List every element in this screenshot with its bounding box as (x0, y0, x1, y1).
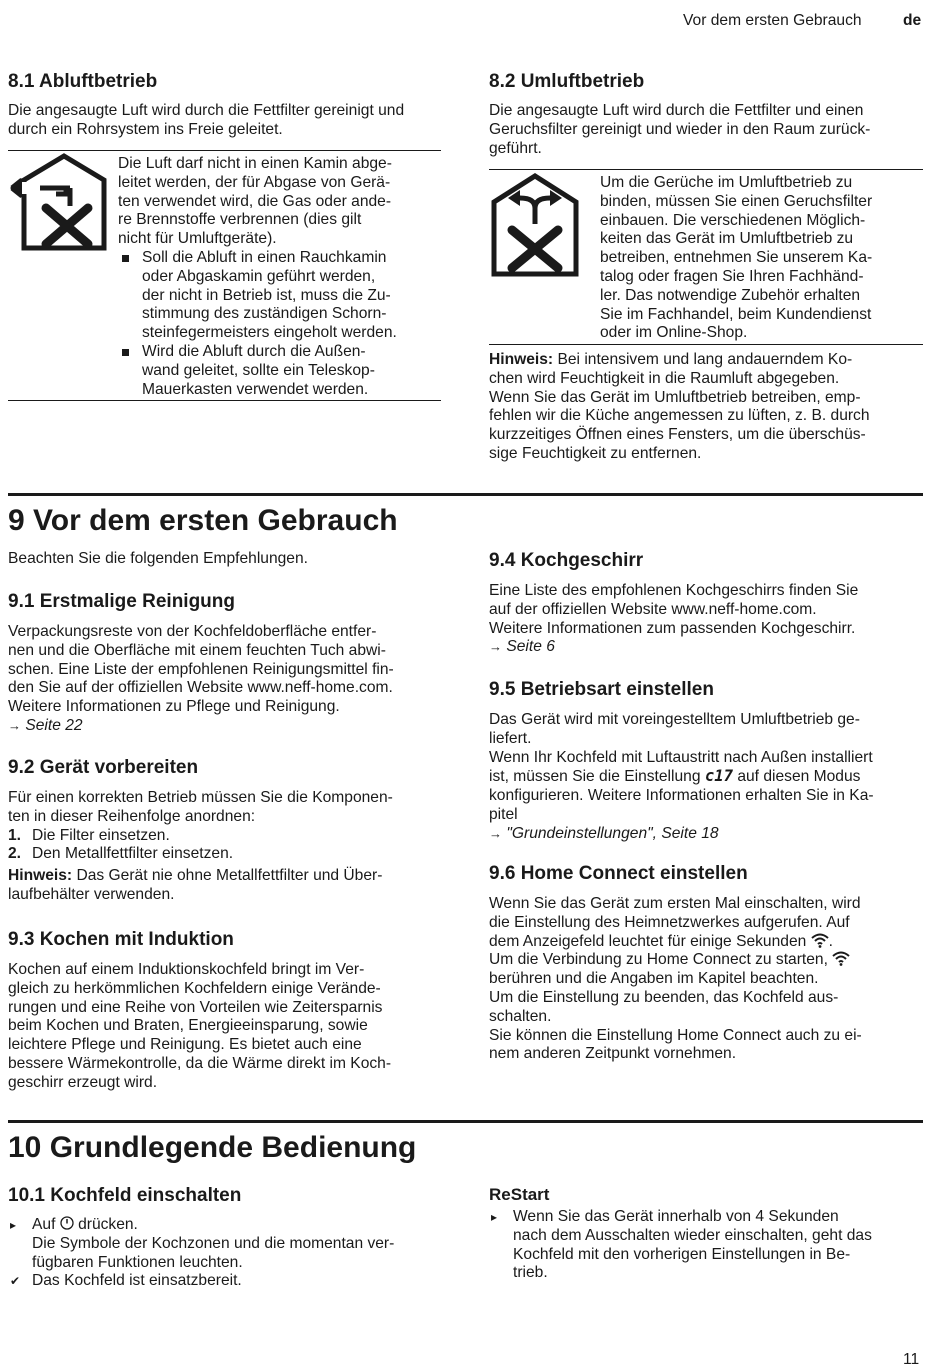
text-line: ler. Das notwendige Zubehör erhalten (600, 286, 861, 304)
text-line: Verpackungsreste von der Kochfeldoberfläche entfer- (8, 623, 377, 640)
section-9-3-title: 9.3 Kochen mit Induktion (8, 929, 234, 950)
text-line: nach dem Ausschalten wieder einschalten, geht das (513, 1226, 872, 1244)
instruction-step (489, 1208, 929, 1283)
section-9-4-body (489, 582, 929, 657)
triangle-bullet-icon: ▸ (491, 1210, 498, 1224)
section-9-4-title: 9.4 Kochgeschirr (489, 550, 644, 571)
text-line: sige Feuchtigkeit zu entfernen. (489, 444, 702, 462)
divider (8, 150, 441, 151)
text-line: beim Kochen und Braten, Energieeinsparung, sowie (8, 1017, 368, 1035)
step-number: 2. (8, 845, 22, 863)
text-line: konfigurieren. Weitere Informationen erhalten Sie in Ka- (489, 787, 874, 805)
section-9-3-body (8, 961, 448, 1093)
text-line: Sie im Fachhandel, beim Kundendienst (600, 305, 872, 323)
text-span: Um die Verbindung zu Home Connect zu starten, (489, 951, 833, 969)
divider (8, 400, 441, 401)
text-line: leitet werden, der für Abgase von Gerä- (118, 173, 391, 191)
text-line: nem anderen Zeitpunkt vornehmen. (489, 1045, 737, 1063)
chapter-9-title: 9 Vor dem ersten Gebrauch (8, 504, 398, 537)
text-span: Das Gerät nie ohne Metallfettfilter und Über- (72, 867, 383, 885)
text-line (489, 767, 929, 787)
text-span: Auf (32, 1216, 60, 1233)
triangle-bullet-icon: ▸ (10, 1218, 17, 1232)
text-line: Die Symbole der Kochzonen und die momentan ver- (32, 1234, 395, 1252)
text-line: nen und die Oberfläche mit einem feuchten Tuch abwi- (8, 641, 386, 659)
text-span: auf diesen Modus (733, 768, 861, 786)
link-text: "Grundeinstellungen", Seite 18 (506, 824, 719, 842)
divider (489, 169, 923, 170)
text-line: Wird die Abluft durch die Außen- (142, 342, 366, 360)
text-line: bessere Wärmekontrolle, da die Wärme direkt im Koch- (8, 1054, 392, 1072)
section-8-2-hint (489, 351, 929, 464)
text-line: den Sie auf der offiziellen Website www.neff-home.com. (8, 679, 393, 697)
text-line: berühren und die Angaben im Kapitel beachten. (489, 970, 819, 988)
page-number: 11 (903, 1351, 920, 1368)
text-line: trieb. (513, 1264, 548, 1282)
text-span: dem Anzeigefeld leuchtet für einige Sekunden (489, 932, 811, 950)
section-9-2-title: 9.2 Gerät vorbereiten (8, 757, 199, 778)
chapter-divider (8, 1120, 923, 1123)
text-line: fügbaren Funktionen leuchten. (32, 1253, 243, 1271)
text-line: Eine Liste des empfohlenen Kochgeschirrs finden Sie (489, 582, 859, 599)
text-line: leichtere Pflege und Reinigung. Es bietet auch eine (8, 1036, 362, 1054)
hint-label: Hinweis: (8, 867, 73, 885)
text-line: pitel (489, 805, 518, 823)
section-8-1-warning (118, 155, 440, 399)
section-9-5-body (489, 711, 929, 844)
text-line: Wenn Sie das Gerät zum ersten Mal einschalten, wird (489, 895, 861, 912)
text-line: Kochfeld mit den vorherigen Einstellungen in Be- (513, 1245, 851, 1263)
text-line: liefert. (489, 729, 532, 747)
step-text: Die Filter einsetzen. (32, 826, 170, 844)
text-line: talog oder fragen Sie Ihren Fachhänd- (600, 267, 864, 285)
text-line: Für einen korrekten Betrieb müssen Sie die Komponen- (8, 789, 393, 806)
page-reference-link[interactable] (489, 638, 929, 657)
text-line: laufbehälter verwenden. (8, 885, 175, 903)
link-text: Seite 22 (25, 716, 83, 734)
text-span: . (828, 932, 833, 950)
chapter-divider (8, 493, 923, 496)
text-line: der nicht in Betrieb ist, muss die Zu- (142, 286, 391, 304)
list-item (8, 845, 448, 864)
text-line: stimmung des zuständigen Schorn- (142, 305, 387, 323)
page-reference-link[interactable] (489, 825, 929, 844)
text-line (489, 933, 929, 952)
text-line: Weitere Informationen zu Pflege und Reinigung. (8, 698, 340, 716)
text-line: Um die Gerüche im Umluftbetrieb zu (600, 174, 853, 191)
text-line: Die Luft darf nicht in einen Kamin abge- (118, 155, 392, 172)
text-line (489, 351, 929, 370)
text-line: betreiben, entnehmen Sie unserem Ka- (600, 249, 873, 267)
section-10-1-title: 10.1 Kochfeld einschalten (8, 1185, 242, 1206)
step-number: 1. (8, 826, 22, 844)
text-line: geschirr erzeugt wird. (8, 1073, 158, 1091)
section-9-5-title: 9.5 Betriebsart einstellen (489, 679, 714, 700)
text-line: Kochen auf einem Induktionskochfeld bringt im Ver- (8, 961, 365, 978)
running-header-lang: de (903, 12, 922, 29)
checkmark-icon: ✔ (10, 1274, 21, 1289)
text-line (8, 867, 448, 886)
text-line: rungen und eine Reihe von Vorteilen wie Zeitersparnis (8, 998, 383, 1016)
text-line: oder im Online-Shop. (600, 324, 748, 342)
text-line: wand geleitet, sollte ein Teleskop- (142, 361, 375, 379)
text-line: kurzzeitiges Öffnen eines Fensters, um die überschüs- (489, 426, 866, 444)
list-item (118, 249, 440, 343)
running-header-title: Vor dem ersten Gebrauch (683, 12, 862, 29)
text-line: Wenn Sie das Gerät im Umluftbetrieb betreiben, emp- (489, 388, 861, 406)
text-line: keiten das Gerät im Umluftbetrieb zu (600, 230, 854, 248)
page-reference-link[interactable] (8, 717, 448, 736)
chapter-9-intro: Beachten Sie die folgenden Empfehlungen. (8, 550, 308, 567)
text-span: Bei intensivem und lang andauerndem Ko- (553, 351, 853, 368)
text-line: auf der offiziellen Website www.neff-home.com. (489, 600, 817, 618)
text-line: binden, müssen Sie einen Geruchsfilter (600, 192, 873, 210)
numbered-list (8, 827, 448, 865)
list-item (8, 827, 448, 846)
section-9-2-body (8, 789, 448, 905)
arrow-right-icon: → (489, 639, 502, 655)
section-9-1-title: 9.1 Erstmalige Reinigung (8, 591, 235, 612)
section-8-1-intro: Die angesaugte Luft wird durch die Fettfilter gereinigt und durch ein Rohrsystem ins Freie geleitet. (8, 102, 405, 138)
list-item (118, 343, 440, 399)
section-8-2-title: 8.2 Umluftbetrieb (489, 71, 645, 92)
text-line: einbauen. Die verschiedenen Möglich- (600, 211, 866, 229)
power-icon (60, 1216, 74, 1230)
text-line: die Einstellung des Heimnetzwerkes aufgerufen. Auf (489, 913, 850, 931)
text-line: geführt. (489, 139, 542, 157)
text-line: Sie können die Einstellung Home Connect auch zu ei- (489, 1026, 862, 1044)
arrow-right-icon: → (489, 825, 502, 841)
section-9-1-body (8, 623, 448, 736)
text-span: ist, müssen Sie die Einstellung (489, 768, 705, 786)
restart-body (489, 1208, 929, 1283)
text-line: Um die Einstellung zu beenden, das Kochfeld aus- (489, 988, 839, 1006)
wifi-icon (832, 951, 850, 966)
section-8-2-intro (489, 102, 929, 158)
recirculation-info-icon (490, 172, 580, 278)
arrow-right-icon: → (8, 717, 21, 733)
text-span: Das Kochfeld ist einsatzbereit. (32, 1272, 242, 1290)
divider (489, 344, 923, 345)
text-line: oder Abgaskamin geführt werden, (142, 267, 376, 285)
text-line: chen wird Feuchtigkeit in die Raumluft abgegeben. (489, 369, 840, 387)
bullet-list (118, 249, 440, 399)
text-span: drücken. (73, 1216, 138, 1233)
text-line: Wenn Ihr Kochfeld mit Luftaustritt nach Außen installiert (489, 748, 873, 766)
chapter-10-title: 10 Grundlegende Bedienung (8, 1131, 417, 1164)
section-9-6-body (489, 895, 929, 1064)
text-line: re Brennstoffe verbrennen (dies gilt (118, 211, 362, 229)
step-text: Den Metallfettfilter einsetzen. (32, 845, 234, 863)
text-line: schalten. (489, 1007, 552, 1025)
text-line: Das Gerät wird mit voreingestelltem Umluftbetrieb ge- (489, 711, 860, 728)
section-9-6-title: 9.6 Home Connect einstellen (489, 863, 748, 884)
text-line: Weitere Informationen zum passenden Kochgeschirr. (489, 619, 856, 637)
instruction-step (8, 1216, 448, 1272)
section-10-1-body (8, 1216, 448, 1291)
text-line: ten in dieser Reihenfolge anordnen: (8, 807, 256, 825)
section-8-1-title: 8.1 Abluftbetrieb (8, 71, 158, 92)
text-line: Mauerkasten verwendet werden. (142, 380, 369, 398)
text-line: nicht für Umluftgeräte). (118, 230, 277, 248)
hint-label: Hinweis: (489, 351, 554, 368)
section-8-2-info (600, 174, 920, 343)
text-line: steinfegermeisters eingeholt werden. (142, 324, 397, 342)
text-line: fehlen wir die Küche angemessen zu lüften, z. B. durch (489, 407, 870, 425)
wifi-icon (811, 933, 829, 948)
link-text: Seite 6 (506, 638, 555, 656)
text-line: Geruchsfilter gereinigt und wieder in den Raum zurück- (489, 120, 871, 138)
text-line: schen. Eine Liste der empfohlenen Reinigungsmittel fin- (8, 660, 394, 678)
text-line: Die angesaugte Luft wird durch die Fettfilter und einen (489, 102, 864, 119)
text-line: gleich zu herkömmlichen Kochfeldern einige Verände- (8, 979, 381, 997)
no-chimney-warning-icon (8, 152, 110, 252)
result-line (8, 1272, 448, 1291)
text-line: Wenn Sie das Gerät innerhalb von 4 Sekunden (513, 1208, 839, 1225)
text-line: Soll die Abluft in einen Rauchkamin (142, 248, 387, 266)
text-line (489, 951, 929, 970)
text-line: ten verwendet wird, die Gas oder ande- (118, 192, 392, 210)
restart-title: ReStart (489, 1185, 550, 1204)
display-code: c17 (704, 767, 733, 786)
